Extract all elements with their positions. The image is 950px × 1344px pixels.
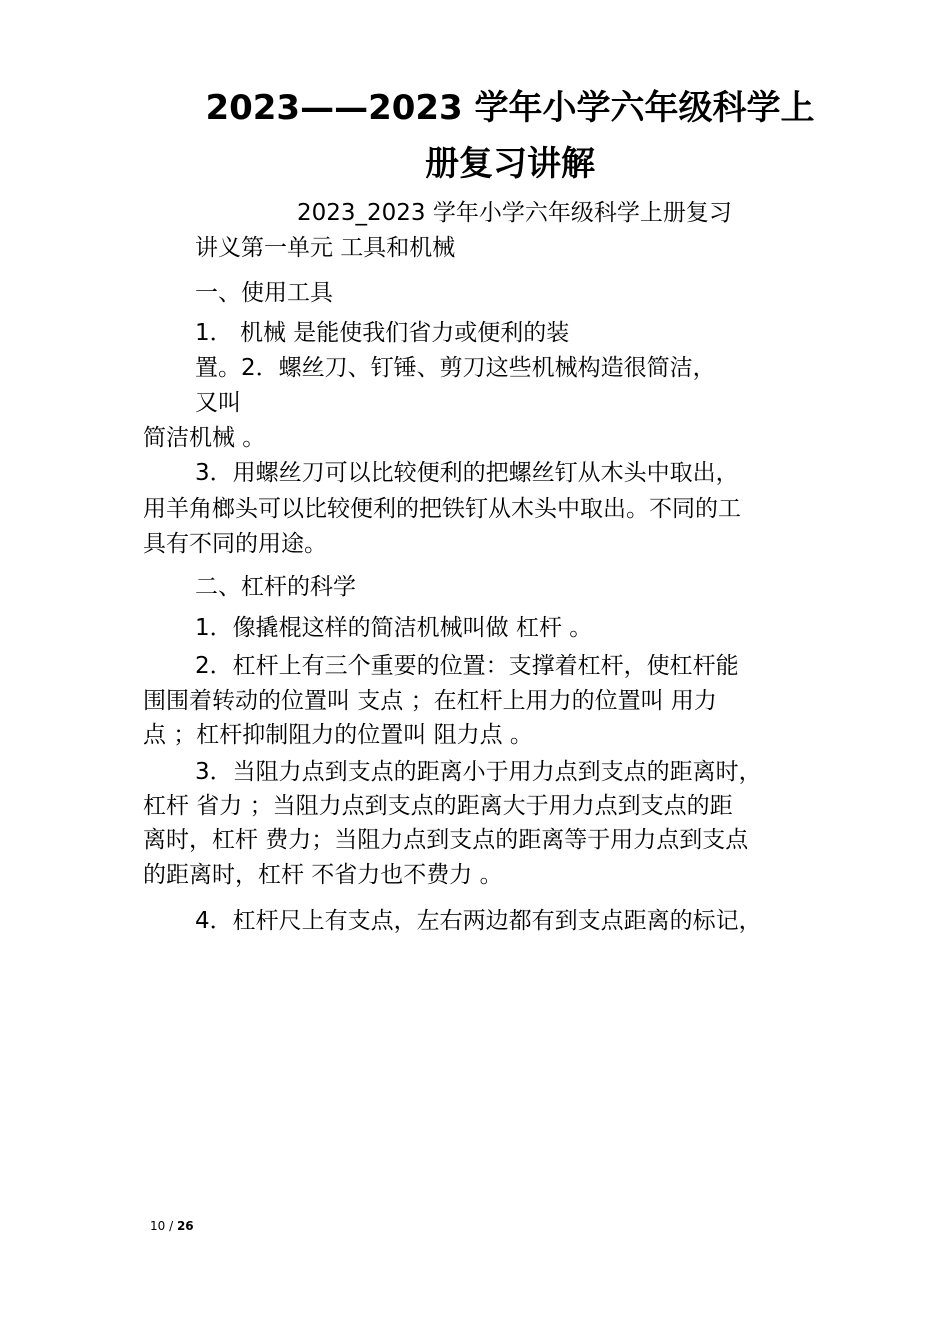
- title-line-2: 册复习讲解: [425, 144, 595, 184]
- page-number: [150, 1218, 194, 1234]
- text-line: 4．杠杆尺上有支点，左右两边都有到支点距离的标记，: [195, 908, 762, 934]
- text-line: 又叫: [195, 390, 241, 416]
- text-line: 3．当阻力点到支点的距离小于用力点到支点的距离时，: [195, 759, 762, 785]
- section-heading: 一、使用工具: [195, 280, 333, 306]
- title-line-1: 2023——2023 学年小学六年级科学上: [205, 88, 815, 128]
- text-line: 简洁机械 。: [143, 425, 266, 451]
- text-line: 杠杆 省力 ；当阻力点到支点的距离大于用力点到支点的距: [143, 793, 733, 819]
- text-line: 1． 机械 是能使我们省力或便利的装: [195, 320, 570, 346]
- text-line: 3．用螺丝刀可以比较便利的把螺丝钉从木头中取出，: [195, 460, 739, 486]
- section-heading: 二、杠杆的科学: [195, 574, 356, 600]
- text-line: 置。2．螺丝刀、钉锤、剪刀这些机械构造很简洁，: [195, 355, 716, 381]
- page-current: 10: [150, 1219, 166, 1233]
- page-total: 26: [176, 1219, 194, 1233]
- page-separator: /: [165, 1219, 177, 1233]
- text-line: 离时，杠杆 费力；当阻力点到支点的距离等于用力点到支点: [143, 827, 749, 853]
- text-line: 2．杠杆上有三个重要的位置：支撑着杠杆，使杠杆能: [195, 653, 739, 679]
- text-line: 点 ；杠杆抑制阻力的位置叫 阻力点 。: [143, 722, 533, 748]
- text-line: 讲义第一单元 工具和机械: [195, 235, 456, 261]
- text-line: 具有不同的用途。: [143, 531, 327, 557]
- text-line: 围围着转动的位置叫 支点 ；在杠杆上用力的位置叫 用力: [143, 688, 717, 714]
- text-line: 的距离时，杠杆 不省力也不费力 。: [143, 862, 503, 888]
- text-line: 用羊角榔头可以比较便利的把铁钉从木头中取出。不同的工: [143, 496, 741, 522]
- text-line: 1．像撬棍这样的简洁机械叫做 杠杆 。: [195, 615, 593, 641]
- text-line: 2023_2023 学年小学六年级科学上册复习: [297, 200, 732, 226]
